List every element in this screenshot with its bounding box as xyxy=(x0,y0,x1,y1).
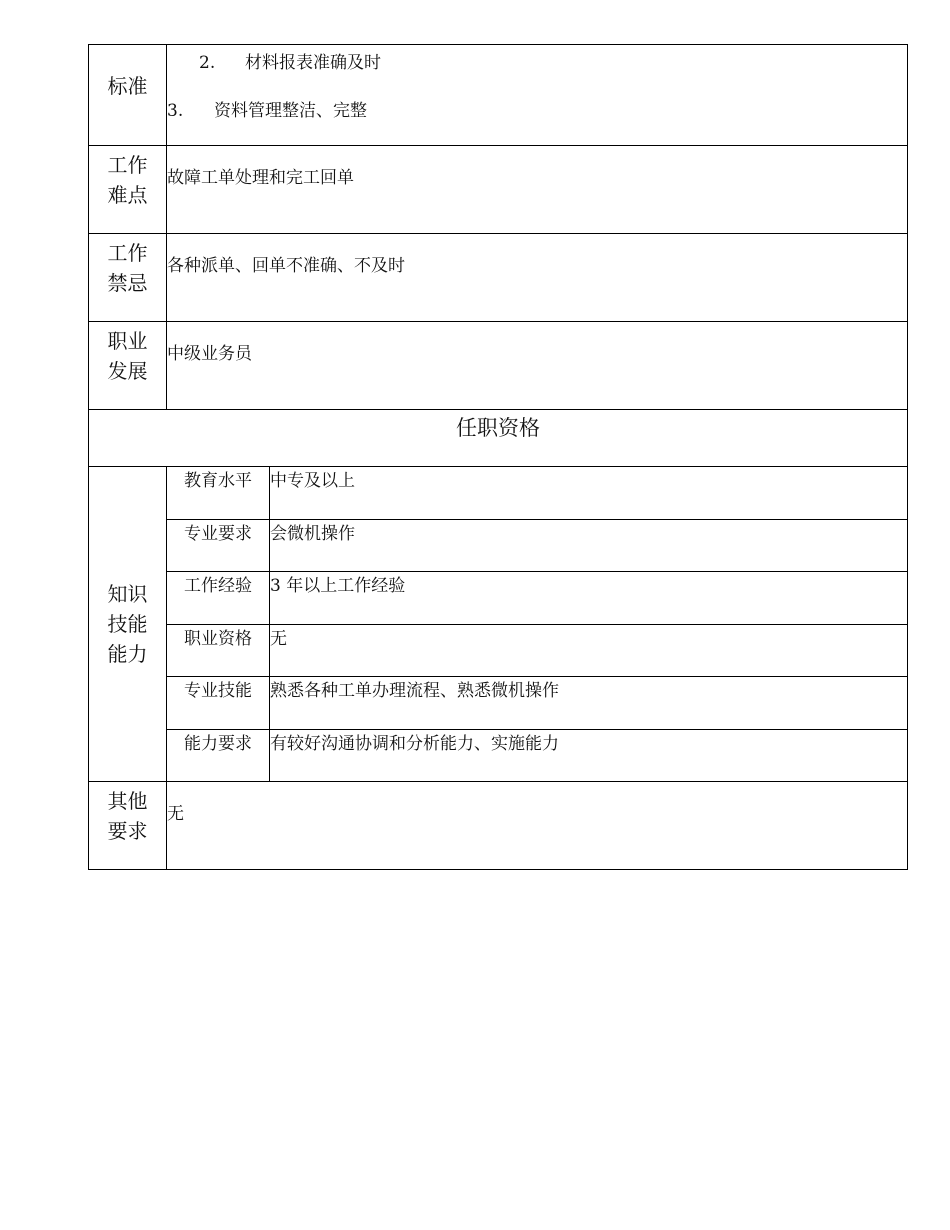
difficulty-row xyxy=(89,146,908,234)
other-label-line2: 要求 xyxy=(107,819,148,843)
education-value: 中专及以上 xyxy=(270,467,908,520)
knowledge-label-line1: 知识 xyxy=(107,582,148,606)
job-description-table xyxy=(88,44,908,870)
career-label xyxy=(89,322,167,410)
difficulty-text: 故障工单处理和完工回单 xyxy=(167,168,354,188)
career-label-line1: 职业 xyxy=(107,329,148,353)
standard-item-3-number: 3. xyxy=(167,101,184,121)
taboo-label-line2: 禁忌 xyxy=(107,271,148,295)
taboo-label-line1: 工作 xyxy=(107,241,148,265)
standard-item-3-text: 资料管理整洁、完整 xyxy=(214,101,367,121)
knowledge-row-0 xyxy=(89,467,908,520)
standard-label-text: 标准 xyxy=(107,74,148,98)
other-row xyxy=(89,782,908,870)
difficulty-label-line1: 工作 xyxy=(107,153,148,177)
education-label: 教育水平 xyxy=(167,467,270,520)
taboo-label xyxy=(89,234,167,322)
certification-value: 无 xyxy=(270,625,908,677)
career-text: 中级业务员 xyxy=(167,344,252,364)
knowledge-row-3 xyxy=(89,625,908,677)
experience-label: 工作经验 xyxy=(167,572,270,625)
other-content xyxy=(167,782,908,870)
taboo-row xyxy=(89,234,908,322)
difficulty-label xyxy=(89,146,167,234)
career-content xyxy=(167,322,908,410)
standard-item-2-number: 2. xyxy=(199,53,216,73)
standard-item-2 xyxy=(167,53,907,73)
skill-value: 熟悉各种工单办理流程、熟悉微机操作 xyxy=(270,677,908,730)
standard-content xyxy=(167,45,908,146)
difficulty-content xyxy=(167,146,908,234)
difficulty-label-line2: 难点 xyxy=(107,183,148,207)
knowledge-row-5 xyxy=(89,730,908,782)
standard-label xyxy=(89,45,167,146)
major-value: 会微机操作 xyxy=(270,520,908,572)
standard-row xyxy=(89,45,908,146)
standard-item-3 xyxy=(167,101,907,121)
other-text: 无 xyxy=(167,804,184,824)
knowledge-row-2 xyxy=(89,572,908,625)
certification-label: 职业资格 xyxy=(167,625,270,677)
other-label-line1: 其他 xyxy=(107,789,148,813)
taboo-text: 各种派单、回单不准确、不及时 xyxy=(167,256,405,276)
experience-value: 3 年以上工作经验 xyxy=(270,572,908,625)
knowledge-row-1 xyxy=(89,520,908,572)
knowledge-label-line3: 能力 xyxy=(107,642,148,666)
career-label-line2: 发展 xyxy=(107,359,148,383)
knowledge-row-4 xyxy=(89,677,908,730)
ability-label: 能力要求 xyxy=(167,730,270,782)
career-row xyxy=(89,322,908,410)
qualification-title-row xyxy=(89,410,908,467)
taboo-content xyxy=(167,234,908,322)
skill-label: 专业技能 xyxy=(167,677,270,730)
major-label: 专业要求 xyxy=(167,520,270,572)
knowledge-label-line2: 技能 xyxy=(107,612,148,636)
standard-item-2-text: 材料报表准确及时 xyxy=(245,53,381,73)
other-label xyxy=(89,782,167,870)
qualification-title: 任职资格 xyxy=(89,410,908,467)
ability-value: 有较好沟通协调和分析能力、实施能力 xyxy=(270,730,908,782)
knowledge-label xyxy=(89,467,167,782)
